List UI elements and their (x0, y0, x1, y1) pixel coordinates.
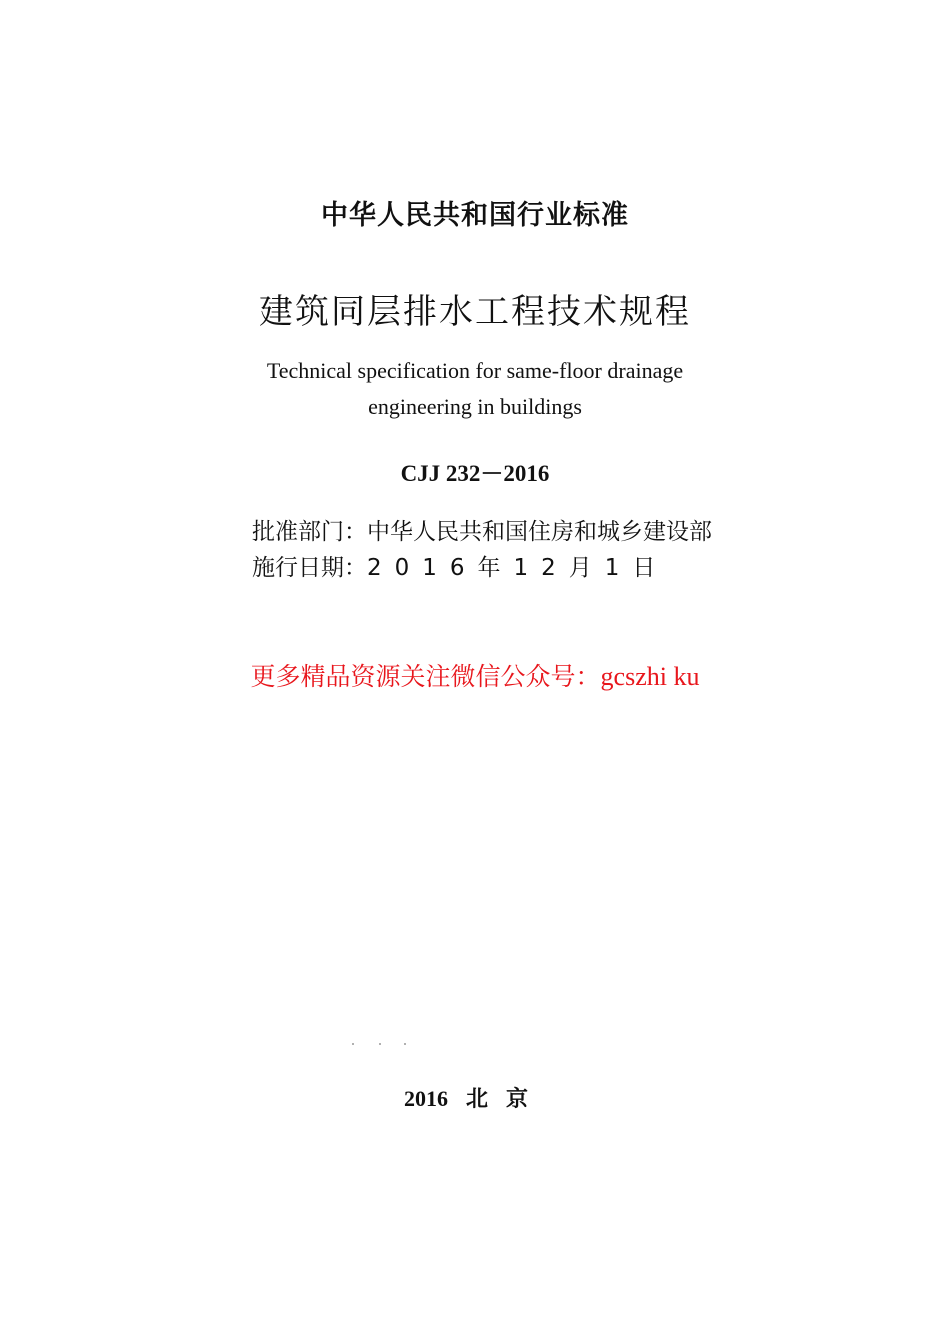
scan-speck (352, 1043, 354, 1045)
approval-row (252, 513, 712, 546)
title-chinese: 建筑同层排水工程技术规程 (259, 292, 691, 332)
scan-specks (352, 1043, 412, 1049)
promo-text: 更多精品资源关注微信公众号： (250, 662, 601, 691)
promo-notice (0, 657, 950, 693)
title-english-line-1: Technical specification for same-floor drainage (266, 358, 684, 383)
effective-date-label: 施行日期： (252, 555, 367, 581)
imprint-city: 北京 (465, 1087, 546, 1112)
effective-date-value: 2016年12月1日 (367, 555, 669, 581)
promo-handle: gcszhi ku (600, 662, 700, 691)
standard-code: CJJ 232－2016 (400, 461, 550, 486)
standard-category: 中华人民共和国行业标准 (321, 200, 629, 231)
approval-value: 中华人民共和国住房和城乡建设部 (367, 519, 712, 545)
effective-date-row (252, 549, 668, 582)
title-english-line-2: engineering in buildings (368, 394, 582, 419)
scan-speck (379, 1043, 381, 1045)
publication-imprint (0, 1082, 950, 1113)
scan-speck (404, 1043, 406, 1045)
approval-label: 批准部门： (252, 519, 367, 545)
imprint-year: 2016 (403, 1086, 448, 1111)
